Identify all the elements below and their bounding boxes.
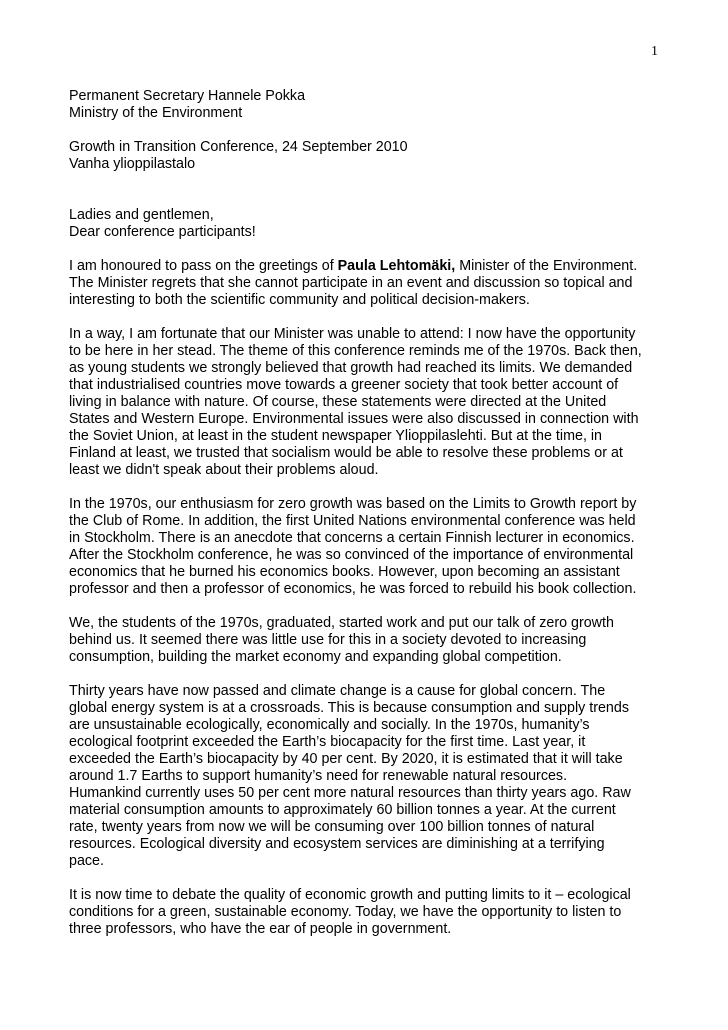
paragraph-5-line: global energy system is at a crossroads. This is because consumption and supply trends — [69, 700, 629, 716]
paragraph-2-line: In a way, I am fortunate that our Minister was unable to attend: I now have the opportunity — [69, 326, 636, 342]
paragraph-5-line: ecological footprint exceeded the Earth’s biocapacity for the first time. Last year, it — [69, 734, 586, 750]
paragraph-5-line: exceeded the Earth’s biocapacity by 40 per cent. By 2020, it is estimated that it will take — [69, 751, 623, 767]
paragraph-1-line-1-end: Minister of the Environment. — [455, 258, 638, 274]
paragraph-6 — [69, 887, 664, 938]
paragraph-5-line: around 1.7 Earths to support humanity’s need for renewable natural resources. — [69, 768, 568, 784]
spacer — [69, 173, 664, 207]
spacer — [69, 666, 664, 683]
paragraph-1-line-3: interesting to both the scientific community and political decision-makers. — [69, 292, 530, 308]
page-number: 1 — [651, 44, 658, 59]
spacer — [69, 870, 664, 887]
paragraph-1-line-2: The Minister regrets that she cannot participate in an event and discussion so topical and — [69, 275, 633, 291]
paragraph-2-line: as young students we strongly believed that growth had reached its limits. We demanded — [69, 360, 633, 376]
paragraph-3-line: In the 1970s, our enthusiasm for zero growth was based on the Limits to Growth report by — [69, 496, 637, 512]
speaker-title: Permanent Secretary Hannele Pokka — [69, 88, 306, 104]
paragraph-2 — [69, 326, 664, 479]
paragraph-5-line: are unsustainable ecologically, economically and socially. In the 1970s, humanity’s — [69, 717, 590, 733]
minister-name: Paula Lehtomäki, — [337, 258, 456, 274]
paragraph-2-line: living in balance with nature. Of course, these statements were directed at the United — [69, 394, 607, 410]
paragraph-5-line: resources. Ecological diversity and ecosystem services are diminishing at a terrifying — [69, 836, 605, 852]
venue: Vanha ylioppilastalo — [69, 156, 196, 172]
paragraph-1-line-1 — [69, 258, 664, 275]
paragraph-3-line: the Club of Rome. In addition, the first United Nations environmental conference was held — [69, 513, 636, 529]
paragraph-4-line: We, the students of the 1970s, graduated, started work and put our talk of zero growth — [69, 615, 614, 631]
salutation-block — [69, 207, 664, 241]
spacer — [69, 598, 664, 615]
paragraph-2-line: Finland at least, we trusted that socialism would be able to resolve these problems or at — [69, 445, 623, 461]
spacer — [69, 309, 664, 326]
spacer — [69, 479, 664, 496]
paragraph-4-line: behind us. It seemed there was little use for this in a society devoted to increasing — [69, 632, 587, 648]
paragraph-3-line: professor and then a professor of economics, he was forced to rebuild his book collection. — [69, 581, 637, 597]
paragraph-6-line: three professors, who have the ear of people in government. — [69, 921, 452, 937]
paragraph-4-line: consumption, building the market economy and expanding global competition. — [69, 649, 562, 665]
paragraph-1 — [69, 258, 664, 309]
paragraph-5 — [69, 683, 664, 870]
paragraph-2-line: to be here in her stead. The theme of this conference reminds me of the 1970s. Back then, — [69, 343, 642, 359]
spacer — [69, 241, 664, 258]
paragraph-6-line: conditions for a green, sustainable economy. Today, we have the opportunity to listen to — [69, 904, 622, 920]
paragraph-6-line: It is now time to debate the quality of economic growth and putting limits to it – ecological — [69, 887, 631, 903]
paragraph-5-line: rate, twenty years from now we will be consuming over 100 billion tonnes of natural — [69, 819, 595, 835]
paragraph-3 — [69, 496, 664, 598]
paragraph-2-line: least we didn't speak about their problems aloud. — [69, 462, 379, 478]
paragraph-5-line: material consumption amounts to approximately 60 billion tonnes a year. At the current — [69, 802, 616, 818]
paragraph-5-line: Thirty years have now passed and climate change is a cause for global concern. The — [69, 683, 606, 699]
paragraph-5-line: pace. — [69, 853, 104, 869]
salutation-line-1: Ladies and gentlemen, — [69, 207, 214, 223]
paragraph-5-line: Humankind currently uses 50 per cent more natural resources than thirty years ago. Raw — [69, 785, 631, 801]
header-block — [69, 88, 664, 173]
paragraph-1-line-1-start: I am honoured to pass on the greetings of — [69, 258, 338, 274]
paragraph-2-line: that industrialised countries move towards a greener society that took better account of — [69, 377, 619, 393]
event-name: Growth in Transition Conference, 24 September 2010 — [69, 139, 408, 155]
paragraph-4 — [69, 615, 664, 666]
paragraph-3-line: economics that he burned his economics books. However, upon becoming an assistant — [69, 564, 620, 580]
spacer — [69, 122, 664, 139]
document-body — [69, 88, 664, 938]
paragraph-3-line: After the Stockholm conference, he was so convinced of the importance of environmental — [69, 547, 634, 563]
paragraph-2-line: States and Western Europe. Environmental issues were also discussed in connection with — [69, 411, 639, 427]
paragraph-2-line: the Soviet Union, at least in the student newspaper Ylioppilaslehti. But at the time, in — [69, 428, 603, 444]
paragraph-3-line: in Stockholm. There is an anecdote that concerns a certain Finnish lecturer in economics. — [69, 530, 635, 546]
organization: Ministry of the Environment — [69, 105, 243, 121]
salutation-line-2: Dear conference participants! — [69, 224, 256, 240]
